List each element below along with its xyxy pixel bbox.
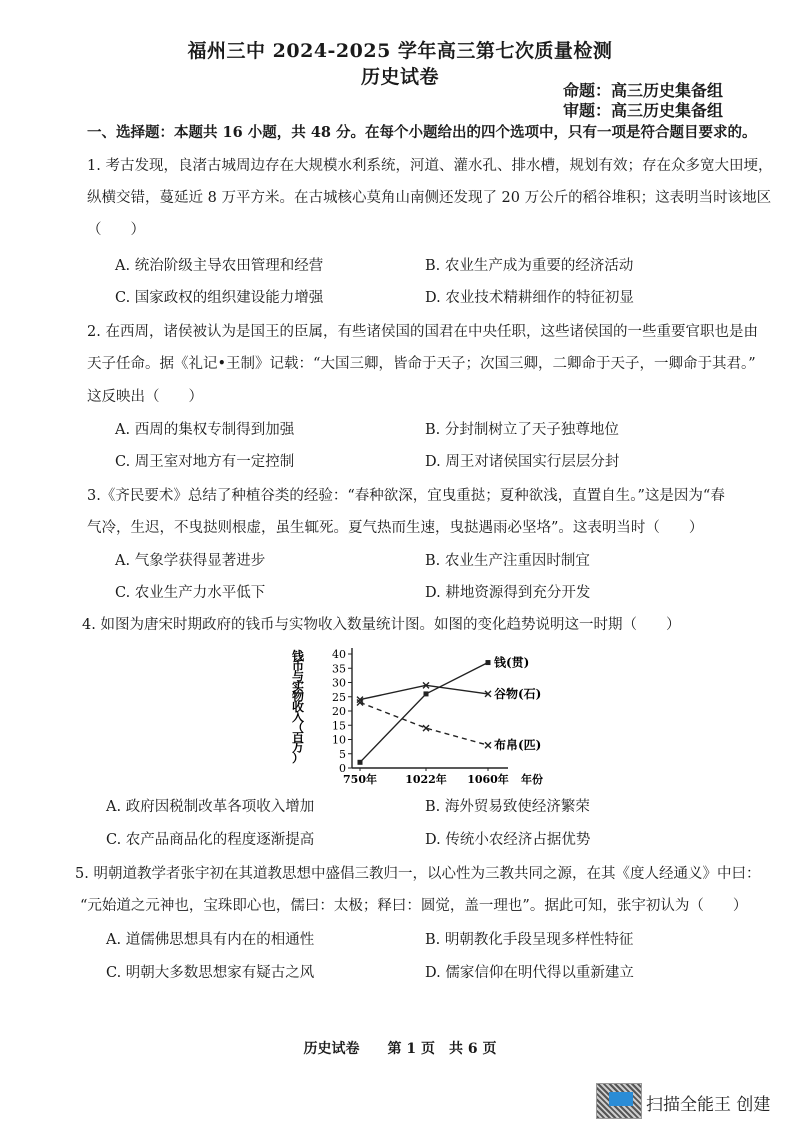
x-axis-label: 年份 xyxy=(521,773,543,785)
y-tick-label: 10 xyxy=(332,733,346,747)
q3-line2: 气冷，生迟，不曳挞则根虚，虽生辄死。夏气热而生速，曳挞遇雨必坚垎”。这表明当时（ ） xyxy=(87,520,704,536)
exam-title: 福州三中 2024-2025 学年高三第七次质量检测 xyxy=(187,40,613,62)
y-tick-label: 0 xyxy=(339,762,346,775)
x-tick-label: 1060年 xyxy=(467,773,509,785)
chart-axes xyxy=(352,648,508,768)
scanner-watermark: 扫描全能王 创建 xyxy=(646,1095,771,1115)
q4-option-a: A. 政府因税制改革各项收入增加 xyxy=(106,799,315,815)
q1-option-b: B. 农业生产成为重要的经济活动 xyxy=(425,258,634,274)
series-label: 布帛(匹) xyxy=(494,738,542,753)
q1-line1: 1. 考古发现，良渚古城周边存在大规模水利系统，河道、灌水孔、排水槽，规划有效；存在众多宽大田埂， xyxy=(87,158,773,174)
q2-option-c: C. 周王室对地方有一定控制 xyxy=(115,454,295,470)
section-heading: 一、选择题：本题共 16 小题，共 48 分。在每个小题给出的四个选项中，只有一项是符合题目要求的。 xyxy=(87,124,757,141)
exam-subtitle: 历史试卷 xyxy=(360,66,439,88)
y-tick-label: 25 xyxy=(332,690,346,704)
y-label-char: 钱 xyxy=(291,649,305,663)
data-point xyxy=(485,742,491,748)
data-point xyxy=(358,760,363,765)
y-tick-label: 15 xyxy=(332,719,346,733)
y-label-char: 百 xyxy=(291,730,305,745)
q1-option-a: A. 统治阶级主导农田管理和经营 xyxy=(115,258,324,274)
q2-line2: 天子任命。据《礼记•王制》记载：“大国三卿，皆命于天子；次国三卿，二卿命于天子，一卿命于其君。” xyxy=(87,356,756,372)
q5-line2: “元始道之元神也，宝珠即心也，儒曰：太极；释曰：圆觉，盖一理也”。据此可知，张宇初认为（ ） xyxy=(80,898,748,914)
q1-option-c: C. 国家政权的组织建设能力增强 xyxy=(115,290,324,306)
q5-option-b: B. 明朝教化手段呈现多样性特征 xyxy=(425,932,634,948)
data-point xyxy=(486,660,491,665)
series-line xyxy=(360,702,488,745)
q2-option-b: B. 分封制树立了天子独尊地位 xyxy=(425,422,619,438)
q3-option-c: C. 农业生产力水平低下 xyxy=(115,585,266,601)
y-tick-label: 30 xyxy=(332,676,346,690)
y-label-char: 实 xyxy=(291,679,305,694)
q1-option-d: D. 农业技术精耕细作的特征初显 xyxy=(425,290,634,306)
y-label-char: 与 xyxy=(291,669,305,684)
x-tick-label: 750年 xyxy=(343,773,377,785)
y-tick-label: 35 xyxy=(332,662,346,676)
y-label-char: 入 xyxy=(291,710,305,725)
page-footer: 历史试卷 第 1 页 共 6 页 xyxy=(303,1041,497,1057)
q4-option-b: B. 海外贸易致使经济繁荣 xyxy=(425,799,590,815)
y-label-char: 万 xyxy=(291,740,305,755)
q5-option-d: D. 儒家信仰在明代得以重新建立 xyxy=(425,965,634,981)
y-label-char: （ xyxy=(291,720,305,735)
q3-option-a: A. 气象学获得显著进步 xyxy=(115,553,266,569)
y-tick-label: 40 xyxy=(332,648,346,661)
q2-option-a: A. 西周的集权专制得到加强 xyxy=(115,422,295,438)
scanner-logo-icon xyxy=(596,1083,642,1119)
reviewer-line: 审题：高三历史集备组 xyxy=(563,101,724,120)
setter-line: 命题：高三历史集备组 xyxy=(563,81,724,100)
series-line xyxy=(360,663,488,763)
chart-y-label xyxy=(292,648,305,765)
q2-option-d: D. 周王对诸侯国实行层层分封 xyxy=(425,454,620,470)
q5-line1: 5. 明朝道教学者张宇初在其道教思想中盛倡三教归一，以心性为三教共同之源，在其《度人经通义》中曰： xyxy=(75,866,761,882)
q3-line1: 3.《齐民要术》总结了种植谷类的经验：“春种欲深，宜曳重挞；夏种欲浅，直置自生。”这是因为“春 xyxy=(87,488,725,504)
q2-line1: 2. 在西周，诸侯被认为是国王的臣属，有些诸侯国的国君在中央任职，这些诸侯国的一些重要官职也是由 xyxy=(87,324,758,340)
q3-option-b: B. 农业生产注重因时制宜 xyxy=(425,553,590,569)
q3-option-d: D. 耕地资源得到充分开发 xyxy=(425,585,591,601)
x-tick-label: 1022年 xyxy=(405,773,447,785)
q1-line2: 纵横交错，蔓延近 8 万平方米。在古城核心莫角山南侧还发现了 20 万公斤的稻谷堆积；这表明当时该地区 xyxy=(87,190,772,206)
y-tick-label: 20 xyxy=(332,705,346,718)
y-label-char: ） xyxy=(291,750,305,765)
q4-option-d: D. 传统小农经济占据优势 xyxy=(425,832,591,848)
income-chart xyxy=(280,640,580,785)
q1-line3: （ ） xyxy=(87,222,145,238)
q2-line3: 这反映出（ ） xyxy=(87,389,203,405)
series-label: 钱(贯) xyxy=(494,655,530,670)
data-point xyxy=(424,691,429,696)
y-label-char: 收 xyxy=(291,699,305,714)
q4-option-c: C. 农产品商品化的程度逐渐提高 xyxy=(106,832,315,848)
q5-option-a: A. 道儒佛思想具有内在的相通性 xyxy=(106,932,315,948)
q5-option-c: C. 明朝大多数思想家有疑古之风 xyxy=(106,965,315,981)
y-label-char: 币 xyxy=(291,659,305,674)
series-label: 谷物(石) xyxy=(494,686,542,701)
y-tick-label: 5 xyxy=(339,747,346,761)
y-label-char: 物 xyxy=(291,689,305,704)
q4-line1: 4. 如图为唐宋时期政府的钱币与实物收入数量统计图。如图的变化趋势说明这一时期（ ） xyxy=(82,617,681,633)
